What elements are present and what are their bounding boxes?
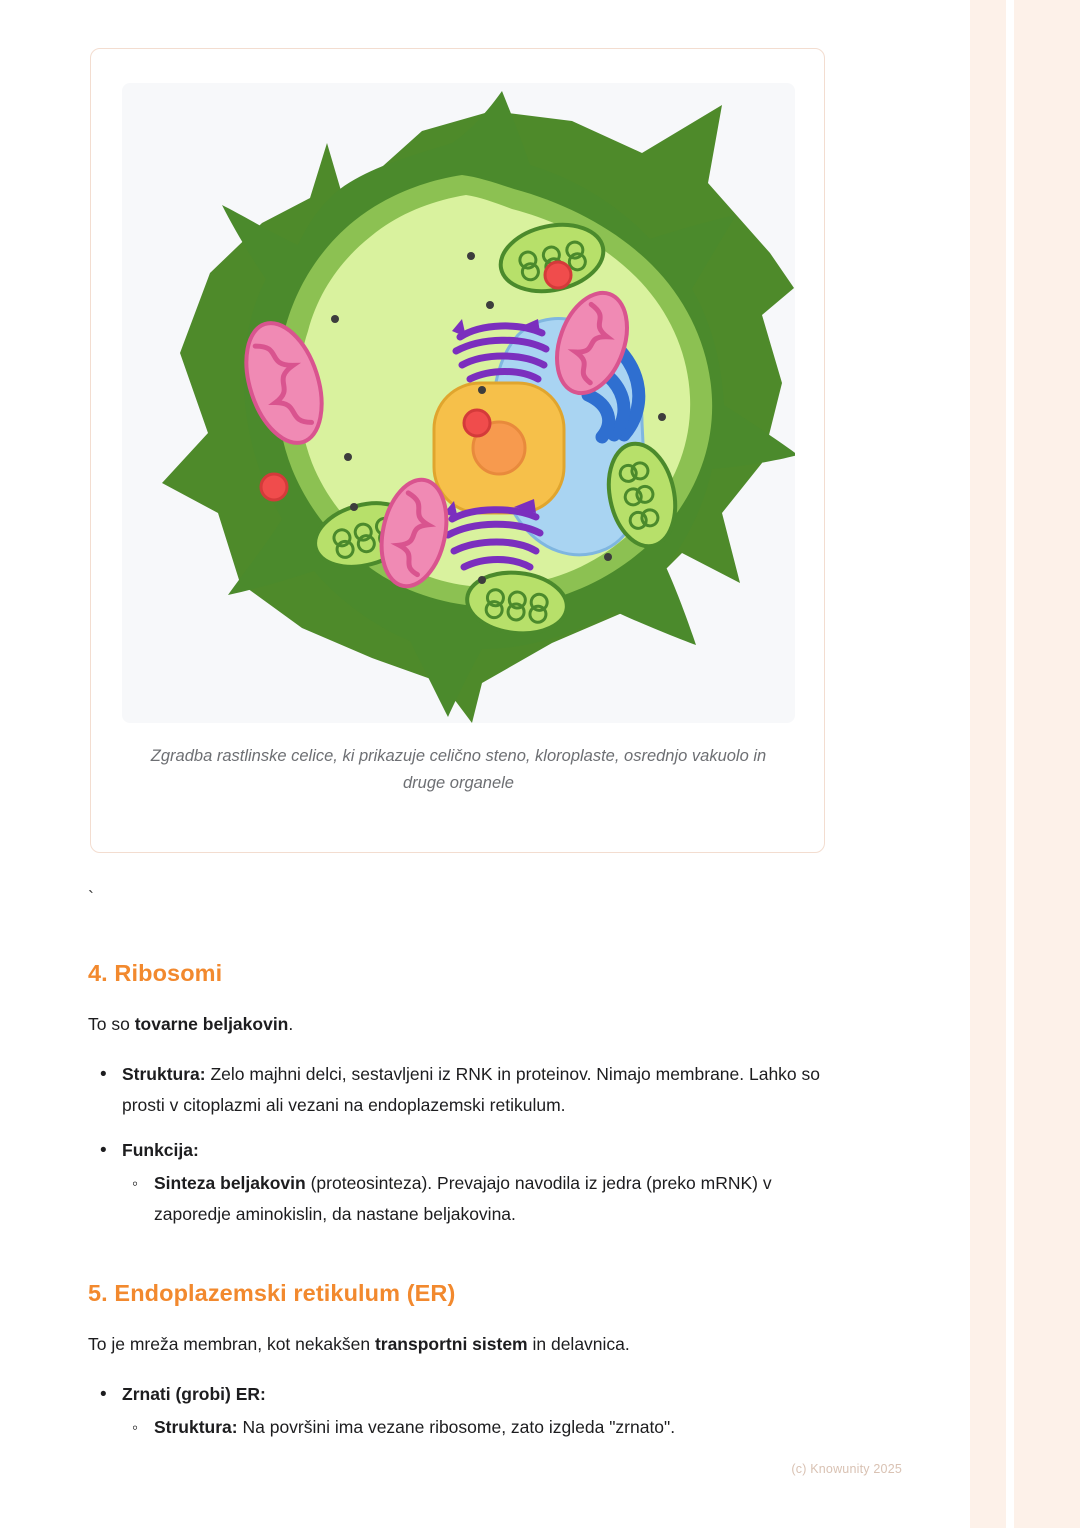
sub-bullet-text: Na površini ima vezane ribosome, zato izgleda "zrnato". — [237, 1417, 676, 1437]
sub-bullet-text: (proteosinteza). Prevajajo navodila iz jedra (preko mRNK) v zaporedje aminokislin, da nastane beljakovina. — [154, 1173, 772, 1224]
figure-card — [90, 48, 825, 853]
lead-suffix: in delavnica. — [527, 1334, 630, 1354]
page-side-strip-gap — [1006, 0, 1014, 1528]
document-content — [88, 960, 830, 1457]
stray-backtick: ` — [88, 888, 94, 908]
figure-caption: Zgradba rastlinske celice, ki prikazuje celično steno, kloroplaste, osrednjo vakuolo in druge organele — [150, 747, 767, 792]
lead-prefix: To je mreža membran, kot nekakšen — [88, 1334, 375, 1354]
list-item — [88, 1379, 830, 1443]
bullet-text: Zelo majhni delci, sestavljeni iz RNK in proteinov. Nimajo membrane. Lahko so prosti v citoplazmi ali vezani na endoplazemski retikulum. — [122, 1064, 821, 1115]
page-side-strip — [970, 0, 1080, 1528]
list-item — [88, 1135, 830, 1230]
section-title-er: 5. Endoplazemski retikulum (ER) — [88, 1280, 456, 1306]
sub-list — [122, 1168, 830, 1230]
bullet-list-er — [88, 1379, 830, 1443]
lead-prefix: To so — [88, 1014, 135, 1034]
copyright-note: (c) Knowunity 2025 — [791, 1462, 902, 1476]
bullet-list-ribosomi — [88, 1059, 830, 1230]
sub-bullet-label: Sinteza beljakovin — [154, 1173, 306, 1193]
sub-list-item — [122, 1168, 830, 1230]
bullet-label: Zrnati (grobi) ER: — [122, 1384, 266, 1404]
sub-list-item — [122, 1412, 830, 1443]
lead-bold: tovarne beljakovin — [134, 1014, 289, 1034]
bullet-label: Funkcija: — [122, 1140, 199, 1160]
lead-suffix: . — [288, 1014, 294, 1034]
plant-cell-diagram-icon — [122, 83, 795, 723]
figure-image-area — [122, 83, 795, 723]
section-title-ribosomi: 4. Ribosomi — [88, 960, 223, 986]
sub-bullet-label: Struktura: — [154, 1417, 238, 1437]
lead-bold: transportni sistem — [374, 1334, 528, 1354]
section-lead-er — [88, 1331, 830, 1357]
list-item — [88, 1059, 830, 1121]
sub-list — [122, 1412, 830, 1443]
section-spacer — [88, 1244, 830, 1280]
bullet-label: Struktura: — [122, 1064, 206, 1084]
section-lead-ribosomi — [88, 1011, 830, 1037]
